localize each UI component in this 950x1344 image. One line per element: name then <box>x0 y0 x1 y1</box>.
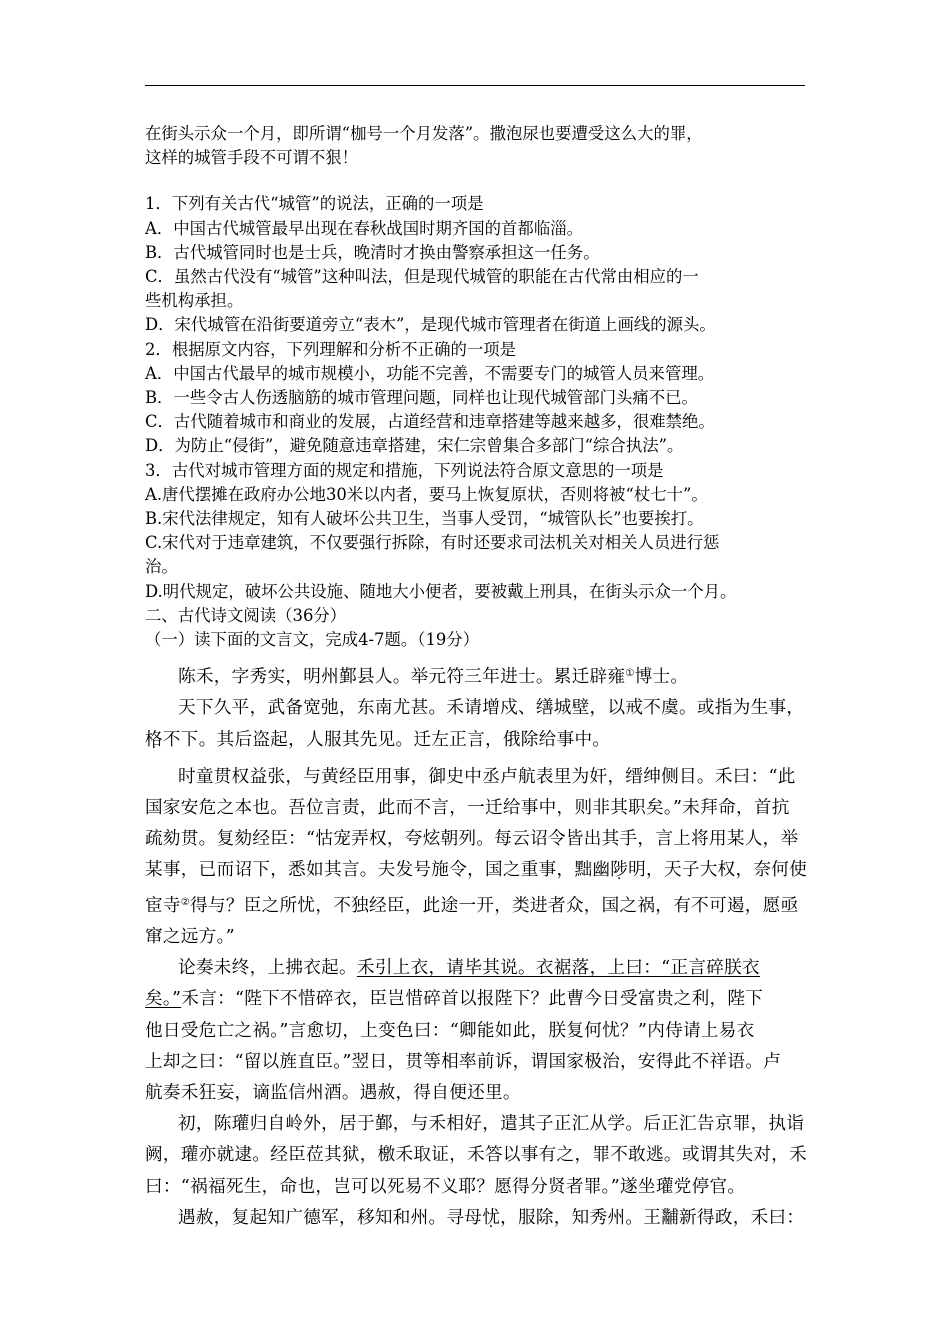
question-3-stem: 3．古代对城市管理方面的规定和措施，下列说法符合原文意思的一项是 <box>145 460 664 480</box>
header-rule <box>145 85 805 86</box>
passage-text: 博士。 <box>634 667 689 688</box>
footnote-marker: ② <box>180 896 191 908</box>
passage-line: 航奏禾狂妄，谪监信州酒。遇赦，得自便还里。 <box>145 1082 521 1103</box>
intro-text <box>145 122 807 170</box>
classical-passage <box>145 658 807 1234</box>
passage-line: 曰：“祸福死生，命也，岂可以死易不义耶？愿得分贤者罪。”遂坐瓘党停官。 <box>145 1176 746 1197</box>
passage-text: 陈禾，字秀实，明州鄞县人。举元符三年进士。累迁辟雍 <box>178 667 626 688</box>
document-page <box>145 122 807 1234</box>
passage-paragraph <box>145 1203 807 1234</box>
passage-line: 他日受危亡之祸。”言愈切，上变色曰：“卿能如此，朕复何忧？”内侍请上易衣 <box>145 1020 755 1041</box>
passage-paragraph: 时童贯权益张，与黄经臣用事，御史中丞卢航表里为奸，缙绅侧目。禾曰：“此 <box>178 766 796 787</box>
passage-paragraph: 天下久平，武备宽弛，东南尤甚。禾请增戍、缮城壁，以戒不虞。或指为生事， <box>178 698 805 719</box>
question-1-option-c-cont: 些机构承担。 <box>145 291 244 311</box>
section-title: 二、古代诗文阅读（36分） <box>145 605 347 625</box>
passage-line: 窜之远方。” <box>145 926 235 947</box>
passage-text: 禾言：“陛下不惜碎衣，臣岂惜碎首以报陛下？此曹今日受富贵之利，陛下 <box>181 989 764 1010</box>
question-2-option-d: D．为防止“侵街”，避免随意违章搭建，宋仁宗曾集合多部门“综合执法”。 <box>145 436 684 456</box>
passage-line <box>145 855 807 886</box>
question-3-option-c-cont: 治。 <box>145 557 178 577</box>
passage-paragraph <box>145 953 807 984</box>
passage-paragraph <box>145 658 807 693</box>
question-2-stem: 2．根据原文内容，下列理解和分析不正确的一项是 <box>145 339 517 359</box>
question-3-option-c: C.宋代对于违章建筑，不仅要强行拆除，有时还要求司法机关对相关人员进行惩 <box>145 533 720 553</box>
underlined-sentence: 禾引上衣，请毕其说。衣裾落，上曰：“正言碎朕衣 <box>356 958 760 979</box>
question-1-option-a: A．中国古代城管最早出现在春秋战国时期齐国的首都临淄。 <box>145 218 583 238</box>
question-list <box>145 192 807 603</box>
question-2-option-c: C．古代随着城市和商业的发展，占道经营和违章搭建等越来越多，很难禁绝。 <box>145 412 715 432</box>
passage-line: 上却之曰：“留以旌直臣。”翌日，贯等相率前诉，谓国家极治，安得此不祥语。卢 <box>145 1051 782 1072</box>
question-2-option-b: B．一些令古人伤透脑筋的城市管理问题，同样也让现代城管部门头痛不已。 <box>145 388 698 408</box>
passage-line <box>145 887 807 922</box>
passage-text: 宦寺 <box>145 895 181 916</box>
passage-text: 某事，已而诏下，悉如其言。夫发号施令，国之重事，黜幽 <box>145 860 611 881</box>
question-3-option-a: A.唐代摆摊在政府办公地30米以内者，要马上恢复原状，否则将被“杖七十”。 <box>145 484 708 504</box>
text-line: 这样的城管手段不可谓不狠！ <box>145 148 359 168</box>
passage-text: 得与？臣之所忧，不独经臣，此途一开，类进者众，国之祸，有不可遏，愿亟 <box>190 895 799 916</box>
emphasized-character: 忧 <box>482 1207 501 1228</box>
passage-text: ，服除，知秀州。王黼新得政，禾曰： <box>500 1207 805 1228</box>
footnote-marker: ① <box>625 668 635 680</box>
passage-line: 国家安危之本也。吾位言责，此而不言，一迁给事中，则非其职矣。”未拜命，首抗 <box>145 798 790 819</box>
passage-paragraph: 初，陈瓘归自岭外，居于鄞，与禾相好，遣其子正汇从学。后正汇告京罪，执诣 <box>178 1114 805 1135</box>
underlined-sentence: 矣。” <box>145 989 182 1010</box>
question-1-option-b: B．古代城管同时也是士兵，晚清时才换由警察承担这一任务。 <box>145 242 600 262</box>
passage-text: 不下。其后盗起，人服其先见。迁左正言，俄除给事中。 <box>162 729 611 750</box>
question-1-option-d: D．宋代城管在沿街要道旁立“表木”，是现代城市管理者在街道上画线的源头。 <box>145 315 716 335</box>
question-2-option-a: A．中国古代最早的城市规模小，功能不完善，不需要专门的城管人员来管理。 <box>145 363 715 383</box>
question-1-option-c: C．虽然古代没有“城管”这种叫法，但是现代城管的职能在古代常由相应的一 <box>145 267 699 287</box>
question-3-option-d: D.明代规定，破坏公共设施、随地大小便者，要被戴上刑具，在街头示众一个月。 <box>145 581 737 601</box>
question-1-stem: 1．下列有关古代“城管”的说法，正确的一项是 <box>145 194 484 214</box>
emphasized-character: 陟 <box>610 860 629 881</box>
passage-text: 明，天子大权，奈何使 <box>628 860 808 881</box>
passage-line <box>145 725 807 756</box>
question-3-option-b: B.宋代法律规定，知有人破坏公共卫生，当事人受罚，“城管队长”也要挨打。 <box>145 509 704 529</box>
passage-text: 论奏未终，上拂衣起。 <box>178 958 357 979</box>
subsection-title: （一）读下面的文言文，完成4-7题。（19分） <box>145 630 480 650</box>
passage-text: 遇赦，复起知广德军，移知和州。寻母 <box>178 1207 483 1228</box>
emphasized-character: 格 <box>145 729 163 750</box>
passage-line: 疏劾贯。复劾经臣：“怙宠弄权，夸炫朝列。每云诏令皆出其手，言上将用某人，举 <box>145 829 799 850</box>
passage-line: 阙，瓘亦就逮。经臣莅其狱，檄禾取证，禾答以事有之，罪不敢逃。或谓其失对，禾 <box>145 1145 808 1166</box>
passage-line <box>145 984 807 1015</box>
text-line: 在街头示众一个月，即所谓“枷号一个月发落”。撒泡尿也要遭受这么大的罪， <box>145 124 703 143</box>
